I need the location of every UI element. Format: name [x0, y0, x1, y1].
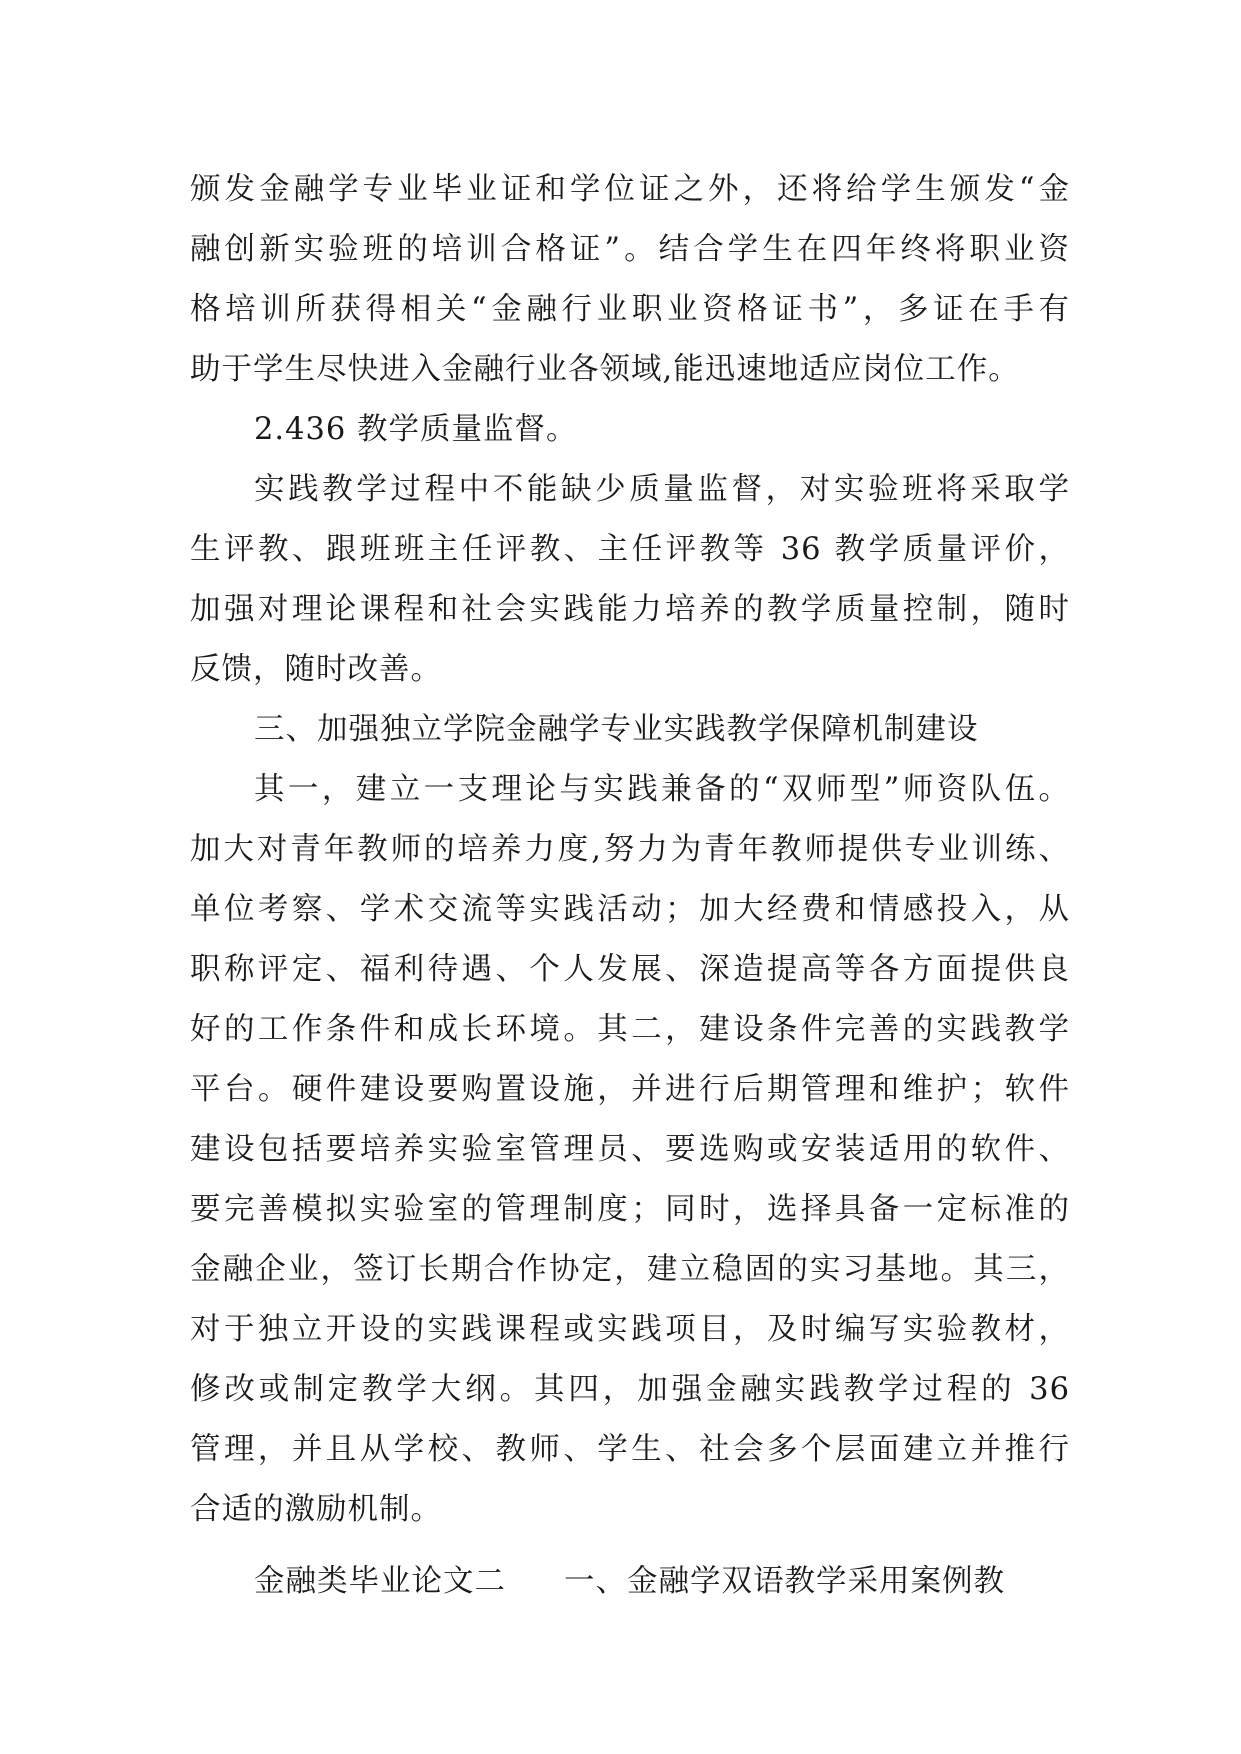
- text-line: 反馈，随时改善。: [190, 652, 442, 687]
- next-heading-right: 一、金融学双语教学采用案例教: [564, 1564, 1005, 1599]
- text-line: 其一，建立一支理论与实践兼备的“双师型”师资队伍。: [254, 772, 1070, 807]
- section-heading: 三、加强独立学院金融学专业实践教学保障机制建设: [254, 712, 979, 747]
- text-line: 生评教、跟班班主任评教、主任评教等 36 教学质量评价，: [190, 532, 1070, 567]
- section-heading: 2.436 教学质量监督。: [254, 412, 578, 447]
- text-line: 融创新实验班的培训合格证”。结合学生在四年终将职业资: [190, 232, 1070, 267]
- text-line: 要完善模拟实验室的管理制度；同时，选择具备一定标准的: [190, 1192, 1070, 1227]
- text-line: 实践教学过程中不能缺少质量监督，对实验班将采取学: [254, 472, 1070, 507]
- body-text: [190, 160, 1070, 1612]
- text-line: 单位考察、学术交流等实践活动；加大经费和情感投入，从: [190, 892, 1070, 927]
- text-line: 格培训所获得相关“金融行业职业资格证书”，多证在手有: [190, 292, 1070, 327]
- text-line: 合适的激励机制。: [190, 1492, 442, 1527]
- text-line: 对于独立开设的实践课程或实践项目，及时编写实验教材，: [190, 1312, 1070, 1347]
- text-line: 建设包括要培养实验室管理员、要选购或安装适用的软件、: [190, 1132, 1070, 1167]
- text-line: 修改或制定教学大纲。其四，加强金融实践教学过程的 36: [190, 1372, 1070, 1407]
- text-line: 职称评定、福利待遇、个人发展、深造提高等各方面提供良: [190, 952, 1070, 987]
- next-article-heading: [190, 1552, 1070, 1612]
- text-line: 加大对青年教师的培养力度,努力为青年教师提供专业训练、: [190, 832, 1070, 867]
- text-line: 平台。硬件建设要购置设施，并进行后期管理和维护；软件: [190, 1072, 1070, 1107]
- text-line: 好的工作条件和成长环境。其二，建设条件完善的实践教学: [190, 1012, 1070, 1047]
- next-heading-left: 金融类毕业论文二: [254, 1564, 506, 1599]
- text-line: 管理，并且从学校、教师、学生、社会多个层面建立并推行: [190, 1432, 1070, 1467]
- text-line: 颁发金融学专业毕业证和学位证之外，还将给学生颁发“金: [190, 172, 1070, 207]
- text-line: 加强对理论课程和社会实践能力培养的教学质量控制，随时: [190, 592, 1070, 627]
- text-line: 助于学生尽快进入金融行业各领域,能迅速地适应岗位工作。: [190, 352, 1020, 387]
- text-line: 金融企业，签订长期合作协定，建立稳固的实习基地。其三，: [190, 1252, 1070, 1287]
